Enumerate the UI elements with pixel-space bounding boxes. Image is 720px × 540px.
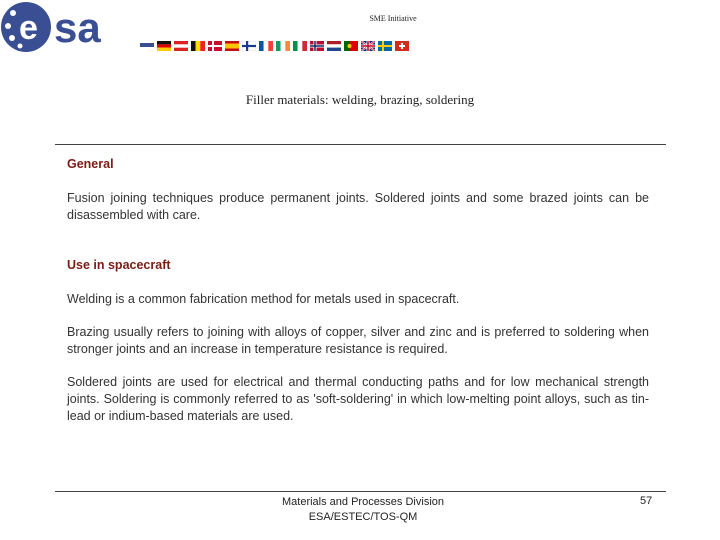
italy-flag — [293, 41, 307, 51]
norway-flag — [310, 41, 324, 51]
united-kingdom-flag — [361, 41, 375, 51]
france-flag — [259, 41, 273, 51]
footer-line-1: Materials and Processes Division — [281, 496, 444, 508]
paragraph-general: Fusion joining techniques produce permanent joints. Soldered joints and some brazed joints can be disassembled with care. — [67, 191, 649, 222]
esa-logo — [0, 0, 160, 56]
paragraph-brazing: Brazing usually refers to joining with alloys of copper, silver and zinc and is preferred to soldering when stronger joints and an increase in temperature resistance is required. — [67, 325, 649, 356]
slide-title: Filler materials: welding, brazing, soldering — [245, 92, 475, 107]
spain-flag — [225, 41, 239, 51]
paragraph-soldering: Soldered joints are used for electrical and thermal conducting paths and for low mechanical strength joints. Soldering is commonly referred to as 'soft-soldering' in which low-melting point alloys, such as tin-lead or indium-based materials are used. — [67, 375, 649, 423]
member-state-flags — [157, 41, 409, 51]
section-heading-general: General — [67, 157, 114, 171]
germany-flag — [157, 41, 171, 51]
slide-content — [67, 156, 649, 425]
portugal-flag — [344, 41, 358, 51]
belgium-flag — [191, 41, 205, 51]
svg-text:e: e — [19, 9, 38, 47]
page-number: 57 — [640, 495, 653, 507]
paragraph-welding: Welding is a common fabrication method for metals used in spacecraft. — [67, 292, 460, 306]
ireland-flag — [276, 41, 290, 51]
top-divider — [55, 144, 666, 145]
finland-flag — [242, 41, 256, 51]
sme-initiative-label: SME Initiative — [369, 14, 417, 23]
sweden-flag — [378, 41, 392, 51]
bottom-divider — [55, 491, 666, 492]
footer-division — [0, 495, 720, 525]
switzerland-flag — [395, 41, 409, 51]
denmark-flag — [208, 41, 222, 51]
svg-text:sa: sa — [54, 4, 101, 51]
austria-flag — [174, 41, 188, 51]
footer-line-2: ESA/ESTEC/TOS-QM — [308, 511, 418, 523]
netherlands-flag — [327, 41, 341, 51]
section-heading-use-in-spacecraft: Use in spacecraft — [67, 258, 171, 272]
